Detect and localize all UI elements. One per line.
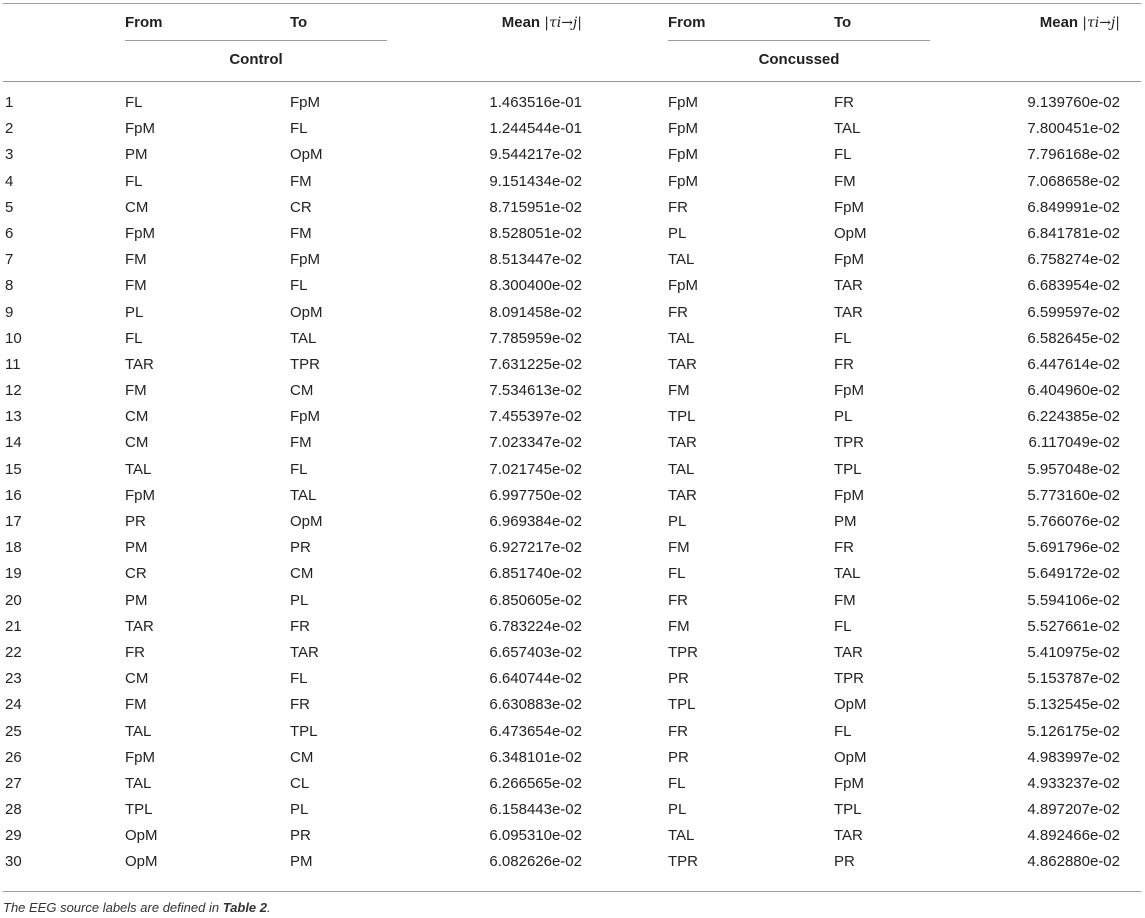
row-index: 8 bbox=[5, 277, 14, 295]
control-to-cell: PR bbox=[290, 539, 311, 557]
control-mean-cell: 8.715951e-02 bbox=[489, 198, 582, 216]
concussed-mean-cell: 4.892466e-02 bbox=[1027, 827, 1120, 845]
concussed-mean-cell: 6.117049e-02 bbox=[1028, 434, 1120, 452]
control-from-cell: OpM bbox=[125, 853, 158, 871]
concussed-to-cell: FM bbox=[834, 172, 856, 190]
control-from-cell: CR bbox=[125, 565, 147, 583]
concussed-to-cell: TPL bbox=[834, 801, 862, 819]
row-index: 15 bbox=[5, 460, 22, 478]
table-row bbox=[0, 355, 1145, 381]
row-index: 5 bbox=[5, 198, 14, 216]
concussed-from-cell: FpM bbox=[668, 94, 698, 111]
concussed-to-cell: TAL bbox=[834, 565, 861, 583]
table-row bbox=[0, 407, 1145, 433]
row-index: 22 bbox=[5, 643, 22, 661]
control-to-cell: FM bbox=[290, 434, 312, 452]
concussed-group-label: Concussed bbox=[758, 51, 840, 68]
control-to-cell: TAL bbox=[290, 329, 317, 347]
row-index: 25 bbox=[5, 722, 22, 740]
control-mean-cell: 6.783224e-02 bbox=[489, 617, 582, 635]
footnote-text: The EEG source labels are defined in bbox=[3, 900, 223, 915]
control-mean-cell: 8.091458e-02 bbox=[489, 303, 582, 321]
concussed-from-cell: FR bbox=[668, 303, 688, 321]
concussed-to-cell: FM bbox=[834, 591, 856, 609]
control-mean-cell: 6.082626e-02 bbox=[489, 853, 582, 871]
control-mean-cell: 6.927217e-02 bbox=[489, 539, 582, 557]
concussed-mean-cell: 4.862880e-02 bbox=[1027, 853, 1120, 871]
concussed-to-cell: FpM bbox=[834, 774, 864, 792]
row-index: 26 bbox=[5, 748, 22, 766]
control-to-cell: PM bbox=[290, 853, 313, 871]
control-mean-header-label: Mean bbox=[501, 14, 545, 31]
control-mean-header-math: |τi→j| bbox=[544, 15, 582, 31]
table-row bbox=[0, 774, 1145, 800]
row-index: 19 bbox=[5, 565, 22, 583]
control-from-cell: FM bbox=[125, 251, 147, 269]
concussed-to-cell: PL bbox=[834, 408, 853, 426]
table-row bbox=[0, 538, 1145, 564]
concussed-to-cell: OpM bbox=[834, 696, 867, 714]
concussed-from-cell: TAL bbox=[668, 251, 695, 269]
concussed-to-cell: PR bbox=[834, 853, 855, 871]
control-from-header: From bbox=[125, 14, 163, 31]
concussed-mean-cell: 4.933237e-02 bbox=[1027, 774, 1120, 792]
control-mean-cell: 8.300400e-02 bbox=[489, 277, 582, 295]
control-to-cell: OpM bbox=[290, 146, 323, 164]
control-to-cell: OpM bbox=[290, 303, 323, 321]
concussed-from-cell: FR bbox=[668, 722, 688, 740]
concussed-to-cell: FR bbox=[834, 539, 854, 557]
control-from-cell: CM bbox=[125, 198, 149, 216]
table-row bbox=[0, 276, 1145, 302]
concussed-mean-cell: 5.126175e-02 bbox=[1027, 722, 1120, 740]
table-row bbox=[0, 250, 1145, 276]
control-mean-cell: 8.528051e-02 bbox=[489, 224, 582, 242]
concussed-mean-cell: 6.841781e-02 bbox=[1027, 224, 1120, 242]
control-mean-cell: 7.455397e-02 bbox=[489, 408, 582, 426]
concussed-to-cell: FpM bbox=[834, 486, 864, 504]
table-body bbox=[0, 93, 1145, 879]
concussed-to-cell: FL bbox=[834, 146, 852, 164]
control-mean-cell: 7.021745e-02 bbox=[489, 460, 582, 478]
concussed-from-cell: FL bbox=[668, 565, 686, 583]
control-to-cell: FM bbox=[290, 172, 312, 190]
concussed-to-cell: OpM bbox=[834, 224, 867, 242]
table-row bbox=[0, 643, 1145, 669]
control-mean-cell: 7.534613e-02 bbox=[489, 382, 582, 400]
concussed-to-cell: TAR bbox=[834, 303, 863, 321]
row-index: 29 bbox=[5, 827, 22, 845]
control-mean-cell: 6.657403e-02 bbox=[489, 643, 582, 661]
control-mean-cell: 6.640744e-02 bbox=[489, 670, 582, 688]
concussed-from-cell: FR bbox=[668, 198, 688, 216]
table-top-rule bbox=[3, 3, 1141, 4]
control-to-cell: PR bbox=[290, 827, 311, 845]
control-from-cell: PR bbox=[125, 513, 146, 530]
control-to-cell: CM bbox=[290, 748, 314, 766]
control-to-cell: PL bbox=[290, 801, 309, 819]
table-row bbox=[0, 800, 1145, 826]
concussed-mean-cell: 5.691796e-02 bbox=[1027, 539, 1120, 557]
concussed-from-cell: FM bbox=[668, 617, 690, 635]
concussed-from-cell: TAR bbox=[668, 486, 697, 504]
table-row bbox=[0, 722, 1145, 748]
control-from-cell: PM bbox=[125, 591, 148, 609]
control-to-cell: TPR bbox=[290, 355, 320, 373]
control-mean-cell: 1.463516e-01 bbox=[489, 94, 582, 111]
control-from-cell: FM bbox=[125, 277, 147, 295]
concussed-mean-cell: 7.796168e-02 bbox=[1027, 146, 1120, 164]
table-row bbox=[0, 695, 1145, 721]
row-index: 1 bbox=[5, 94, 14, 111]
table-row bbox=[0, 486, 1145, 512]
concussed-mean-cell: 9.139760e-02 bbox=[1027, 94, 1120, 111]
control-mean-cell: 7.631225e-02 bbox=[489, 355, 582, 373]
row-index: 24 bbox=[5, 696, 22, 714]
concussed-to-cell: FL bbox=[834, 329, 852, 347]
control-to-cell: FpM bbox=[290, 408, 320, 426]
row-index: 11 bbox=[5, 355, 21, 373]
control-to-cell: FM bbox=[290, 224, 312, 242]
control-to-cell: TAL bbox=[290, 486, 317, 504]
control-to-cell: FpM bbox=[290, 94, 320, 111]
concussed-from-cell: FL bbox=[668, 774, 686, 792]
concussed-from-cell: PR bbox=[668, 748, 689, 766]
concussed-from-cell: TPR bbox=[668, 853, 698, 871]
control-mean-cell: 8.513447e-02 bbox=[489, 251, 582, 269]
row-index: 14 bbox=[5, 434, 22, 452]
concussed-from-cell: TAL bbox=[668, 827, 695, 845]
table-row bbox=[0, 460, 1145, 486]
control-from-cell: OpM bbox=[125, 827, 158, 845]
row-index: 17 bbox=[5, 513, 22, 530]
control-mean-cell: 7.785959e-02 bbox=[489, 329, 582, 347]
row-index: 23 bbox=[5, 670, 22, 688]
concussed-from-cell: TAL bbox=[668, 329, 695, 347]
control-to-cell: TAR bbox=[290, 643, 319, 661]
control-from-cell: TAL bbox=[125, 774, 152, 792]
row-index: 9 bbox=[5, 303, 14, 321]
table-row bbox=[0, 512, 1145, 538]
control-from-cell: CM bbox=[125, 670, 149, 688]
control-mean-cell: 6.348101e-02 bbox=[489, 748, 582, 766]
control-from-cell: PM bbox=[125, 539, 148, 557]
control-to-cell: CM bbox=[290, 565, 314, 583]
concussed-from-cell: PL bbox=[668, 801, 687, 819]
row-index: 3 bbox=[5, 146, 14, 164]
concussed-to-cell: TAR bbox=[834, 277, 863, 295]
control-to-cell: FR bbox=[290, 696, 310, 714]
table-row bbox=[0, 329, 1145, 355]
concussed-to-cell: FpM bbox=[834, 198, 864, 216]
concussed-to-cell: FpM bbox=[834, 251, 864, 269]
control-to-cell: FL bbox=[290, 460, 308, 478]
control-from-cell: CM bbox=[125, 434, 149, 452]
concussed-from-cell: FM bbox=[668, 382, 690, 400]
control-from-cell: TAR bbox=[125, 355, 154, 373]
concussed-mean-cell: 5.132545e-02 bbox=[1027, 696, 1120, 714]
concussed-to-cell: TAR bbox=[834, 827, 863, 845]
control-to-cell: FL bbox=[290, 670, 308, 688]
control-mean-cell: 6.473654e-02 bbox=[489, 722, 582, 740]
table-row bbox=[0, 93, 1145, 119]
concussed-mean-cell: 5.649172e-02 bbox=[1027, 565, 1120, 583]
concussed-mean-cell: 6.849991e-02 bbox=[1027, 198, 1120, 216]
control-to-cell: CR bbox=[290, 198, 312, 216]
table-header-rule bbox=[3, 81, 1141, 82]
concussed-from-cell: FM bbox=[668, 539, 690, 557]
concussed-mean-header-label: Mean bbox=[1039, 14, 1083, 31]
control-from-cell: FM bbox=[125, 382, 147, 400]
control-to-cell: FL bbox=[290, 120, 308, 138]
concussed-from-cell: TAR bbox=[668, 434, 697, 452]
table-row bbox=[0, 381, 1145, 407]
concussed-to-cell: TPL bbox=[834, 460, 862, 478]
control-to-cell: FpM bbox=[290, 251, 320, 269]
concussed-mean-cell: 5.957048e-02 bbox=[1027, 460, 1120, 478]
control-mean-cell: 6.851740e-02 bbox=[489, 565, 582, 583]
concussed-from-cell: TAL bbox=[668, 460, 695, 478]
table-row bbox=[0, 172, 1145, 198]
row-index: 6 bbox=[5, 224, 14, 242]
concussed-mean-cell: 6.447614e-02 bbox=[1027, 355, 1120, 373]
concussed-from-cell: TPR bbox=[668, 643, 698, 661]
concussed-mean-cell: 6.404960e-02 bbox=[1027, 382, 1120, 400]
concussed-from-cell: FpM bbox=[668, 146, 698, 164]
concussed-to-header: To bbox=[834, 14, 852, 31]
row-index: 12 bbox=[5, 382, 22, 400]
concussed-mean-cell: 6.582645e-02 bbox=[1027, 329, 1120, 347]
table-row bbox=[0, 826, 1145, 852]
control-from-cell: TPL bbox=[125, 801, 153, 819]
row-index: 27 bbox=[5, 774, 22, 792]
concussed-from-cell: FpM bbox=[668, 277, 698, 295]
concussed-mean-cell: 7.800451e-02 bbox=[1027, 120, 1120, 138]
concussed-to-cell: FL bbox=[834, 617, 852, 635]
control-mean-cell: 6.997750e-02 bbox=[489, 486, 582, 504]
table-row bbox=[0, 669, 1145, 695]
row-index: 4 bbox=[5, 172, 14, 190]
control-group-label: Control bbox=[229, 51, 283, 68]
concussed-mean-header bbox=[1040, 14, 1120, 32]
control-to-header: To bbox=[290, 14, 308, 31]
control-to-cell: CM bbox=[290, 382, 314, 400]
concussed-from-cell: PL bbox=[668, 513, 687, 530]
concussed-from-cell: FR bbox=[668, 591, 688, 609]
control-from-cell: TAL bbox=[125, 460, 152, 478]
table-row bbox=[0, 145, 1145, 171]
concussed-from-header: From bbox=[668, 14, 706, 31]
row-index: 30 bbox=[5, 853, 22, 871]
control-from-cell: FpM bbox=[125, 120, 155, 138]
control-to-cell: CL bbox=[290, 774, 310, 792]
control-to-cell: FR bbox=[290, 617, 310, 635]
control-from-cell: FL bbox=[125, 172, 143, 190]
table-row bbox=[0, 433, 1145, 459]
table-footnote bbox=[3, 900, 271, 916]
table-row bbox=[0, 852, 1145, 878]
control-from-cell: FpM bbox=[125, 224, 155, 242]
row-index: 28 bbox=[5, 801, 22, 819]
footnote-end: . bbox=[267, 900, 271, 915]
concussed-to-cell: FL bbox=[834, 722, 852, 740]
row-index: 18 bbox=[5, 539, 22, 557]
concussed-mean-cell: 6.758274e-02 bbox=[1027, 251, 1120, 269]
control-from-cell: PL bbox=[125, 303, 144, 321]
table-row bbox=[0, 591, 1145, 617]
row-index: 13 bbox=[5, 408, 22, 426]
concussed-to-cell: TAR bbox=[834, 643, 863, 661]
control-mean-cell: 6.266565e-02 bbox=[489, 774, 582, 792]
control-from-cell: PM bbox=[125, 146, 148, 164]
concussed-to-cell: PM bbox=[834, 513, 857, 530]
concussed-mean-cell: 5.773160e-02 bbox=[1027, 486, 1120, 504]
concussed-from-cell: TPL bbox=[668, 696, 696, 714]
table-row bbox=[0, 198, 1145, 224]
control-mean-header bbox=[502, 14, 582, 32]
concussed-to-cell: TPR bbox=[834, 434, 864, 452]
control-subrule bbox=[125, 40, 387, 41]
control-mean-cell: 6.850605e-02 bbox=[489, 591, 582, 609]
control-from-cell: TAL bbox=[125, 722, 152, 740]
row-index: 16 bbox=[5, 486, 22, 504]
control-mean-cell: 6.969384e-02 bbox=[489, 513, 582, 530]
table-row bbox=[0, 748, 1145, 774]
concussed-to-cell: FR bbox=[834, 355, 854, 373]
control-from-cell: FL bbox=[125, 329, 143, 347]
concussed-from-cell: FpM bbox=[668, 172, 698, 190]
control-mean-cell: 1.244544e-01 bbox=[489, 120, 582, 138]
concussed-mean-cell: 5.594106e-02 bbox=[1027, 591, 1120, 609]
control-to-cell: TPL bbox=[290, 722, 318, 740]
control-from-cell: FpM bbox=[125, 748, 155, 766]
control-mean-cell: 9.544217e-02 bbox=[489, 146, 582, 164]
table-row bbox=[0, 224, 1145, 250]
control-from-cell: FL bbox=[125, 94, 143, 111]
concussed-mean-cell: 4.897207e-02 bbox=[1027, 801, 1120, 819]
footnote-table-ref: Table 2 bbox=[222, 900, 268, 915]
table-row bbox=[0, 564, 1145, 590]
control-mean-cell: 7.023347e-02 bbox=[489, 434, 582, 452]
row-index: 20 bbox=[5, 591, 22, 609]
concussed-to-cell: FR bbox=[834, 94, 854, 111]
concussed-mean-cell: 5.410975e-02 bbox=[1027, 643, 1120, 661]
concussed-to-cell: FpM bbox=[834, 382, 864, 400]
row-index: 10 bbox=[5, 329, 22, 347]
concussed-to-cell: TPR bbox=[834, 670, 864, 688]
control-to-cell: OpM bbox=[290, 513, 323, 530]
concussed-from-cell: TPL bbox=[668, 408, 696, 426]
concussed-from-cell: FpM bbox=[668, 120, 698, 138]
concussed-mean-cell: 5.153787e-02 bbox=[1027, 670, 1120, 688]
concussed-mean-cell: 7.068658e-02 bbox=[1027, 172, 1120, 190]
concussed-mean-cell: 6.224385e-02 bbox=[1027, 408, 1120, 426]
control-to-cell: FL bbox=[290, 277, 308, 295]
control-to-cell: PL bbox=[290, 591, 309, 609]
row-index: 21 bbox=[5, 617, 22, 635]
concussed-mean-cell: 6.683954e-02 bbox=[1027, 277, 1120, 295]
control-mean-cell: 6.630883e-02 bbox=[489, 696, 582, 714]
control-from-cell: FM bbox=[125, 696, 147, 714]
control-from-cell: FpM bbox=[125, 486, 155, 504]
control-mean-cell: 6.095310e-02 bbox=[489, 827, 582, 845]
control-mean-cell: 9.151434e-02 bbox=[489, 172, 582, 190]
table-row bbox=[0, 617, 1145, 643]
control-from-cell: CM bbox=[125, 408, 149, 426]
table-bottom-rule bbox=[3, 891, 1141, 892]
row-index: 2 bbox=[5, 120, 14, 138]
control-from-cell: FR bbox=[125, 643, 145, 661]
table-row bbox=[0, 119, 1145, 145]
concussed-to-cell: TAL bbox=[834, 120, 861, 138]
concussed-mean-cell: 5.766076e-02 bbox=[1027, 513, 1120, 530]
concussed-mean-cell: 6.599597e-02 bbox=[1027, 303, 1120, 321]
table-row bbox=[0, 303, 1145, 329]
control-mean-cell: 6.158443e-02 bbox=[489, 801, 582, 819]
concussed-to-cell: OpM bbox=[834, 748, 867, 766]
control-from-cell: TAR bbox=[125, 617, 154, 635]
concussed-subrule bbox=[668, 40, 930, 41]
concussed-mean-header-math: |τi→j| bbox=[1082, 15, 1120, 31]
concussed-mean-cell: 5.527661e-02 bbox=[1027, 617, 1120, 635]
concussed-from-cell: TAR bbox=[668, 355, 697, 373]
concussed-mean-cell: 4.983997e-02 bbox=[1027, 748, 1120, 766]
concussed-from-cell: PL bbox=[668, 224, 687, 242]
row-index: 7 bbox=[5, 251, 14, 269]
concussed-from-cell: PR bbox=[668, 670, 689, 688]
